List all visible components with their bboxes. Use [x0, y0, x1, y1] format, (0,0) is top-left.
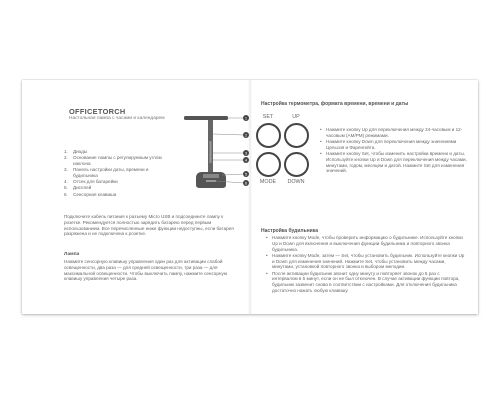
set-label: SET: [262, 114, 274, 120]
list-item: • Нажмите кнопку Down для переключения между значениями Цельсия и Фаренгейта.: [320, 139, 472, 151]
up-label: UP: [292, 114, 300, 120]
touch-key: [206, 180, 216, 182]
list-item: 4. Отсек для батарейки: [64, 179, 118, 185]
alarm-heading: Настройка будильника: [261, 228, 319, 234]
instruction-booklet: [22, 80, 478, 314]
callout-2-label: 2: [244, 132, 248, 138]
list-item: • Нажмите кнопку Mode, чтобы проверить информацию о будильнике. Используйте кнопки Up и Down для включения и выключения функции будильника и повторного звонка будильника.: [266, 235, 466, 252]
list-item: 1. Диоды: [64, 149, 88, 154]
lamp-head: [184, 116, 228, 120]
settings-heading: Настройка термометра, формата времени, времени и даты: [261, 101, 409, 107]
list-item: • Нажмите кнопку Set, чтобы изменить настройки времени и даты. Используйте кнопки Up и Down для переключения между часами, минутами, годом, месяцем и датой. Нажмите Set для изменения значений.: [320, 151, 472, 174]
parts-list: [64, 149, 174, 198]
display-area: [203, 174, 219, 178]
lamp-paragraph: Нажмите сенсорную клавишу управления один раз для активации слабой освещенности, два раза — для средней освещенности, три раза — для максимальной освещенности. Чтобы выключить лампу, нажмите сенсорную клавишу управления четыре раза.: [64, 259, 228, 282]
settings-list: [320, 127, 472, 175]
product-title: OFFICETORCH: [69, 107, 126, 116]
callout-4-label: 4: [244, 157, 248, 163]
lamp-arm-slot: [210, 141, 212, 163]
list-item: 5. Дисплей: [64, 185, 92, 191]
list-item: 3. Панель настройки даты, времени и будильника: [64, 167, 149, 178]
down-label: DOWN: [287, 179, 305, 185]
callout-3-label: 3: [244, 150, 248, 156]
list-item: 2. Основание лампы с регулируемым углом наклона: [64, 155, 162, 166]
set-button: [256, 123, 281, 148]
mode-button: [256, 152, 281, 177]
callout-6-label: 6: [244, 180, 248, 186]
callout-5-label: 5: [244, 171, 248, 177]
down-button: [284, 152, 309, 177]
list-item: • Нажмите кнопку Mode, затем — Set, чтобы установить будильник. Используйте кнопки Up и Down для изменения значений. Нажмите Set, чтобы установить между часами, минутами, установкой повторного звонка и выбором мелодии.: [266, 253, 466, 270]
product-subtitle: Настольная лампа с часами и календарем: [69, 116, 165, 121]
left-page: [22, 80, 250, 314]
list-item: • После активации будильник звонит одну минуту и повторяет звонок до 5 раз с интервалом в 5 минут, если он не был отключен. В случае активации функции повтора, будильник зазвенит снова в соответствии с настройками. Для отключения будильника достаточно нажать любую клавишу.: [266, 271, 466, 294]
lamp-heading: Лампа: [64, 252, 80, 257]
list-item: 6. Сенсорная клавиша: [64, 191, 117, 197]
callout-1-label: 1: [244, 115, 248, 121]
up-button: [284, 123, 309, 148]
right-page: [250, 80, 478, 314]
intro-paragraph: Подключите кабель питания к разъему Micro USB и подсоедините лампу к розетке. Рекомендуется полностью зарядить батарею перед первым использованием. Все перечисленные ниже функции недоступны, если батарея разряжена и не подключена к розетке.: [64, 214, 234, 237]
lamp-illustration: [182, 108, 250, 200]
list-item: • Нажмите кнопку Up для переключения между 24-часовым и 12-часовым (AM/PM) режимами.: [320, 127, 472, 139]
alarm-list: [266, 235, 466, 294]
mode-label: MODE: [259, 179, 277, 185]
